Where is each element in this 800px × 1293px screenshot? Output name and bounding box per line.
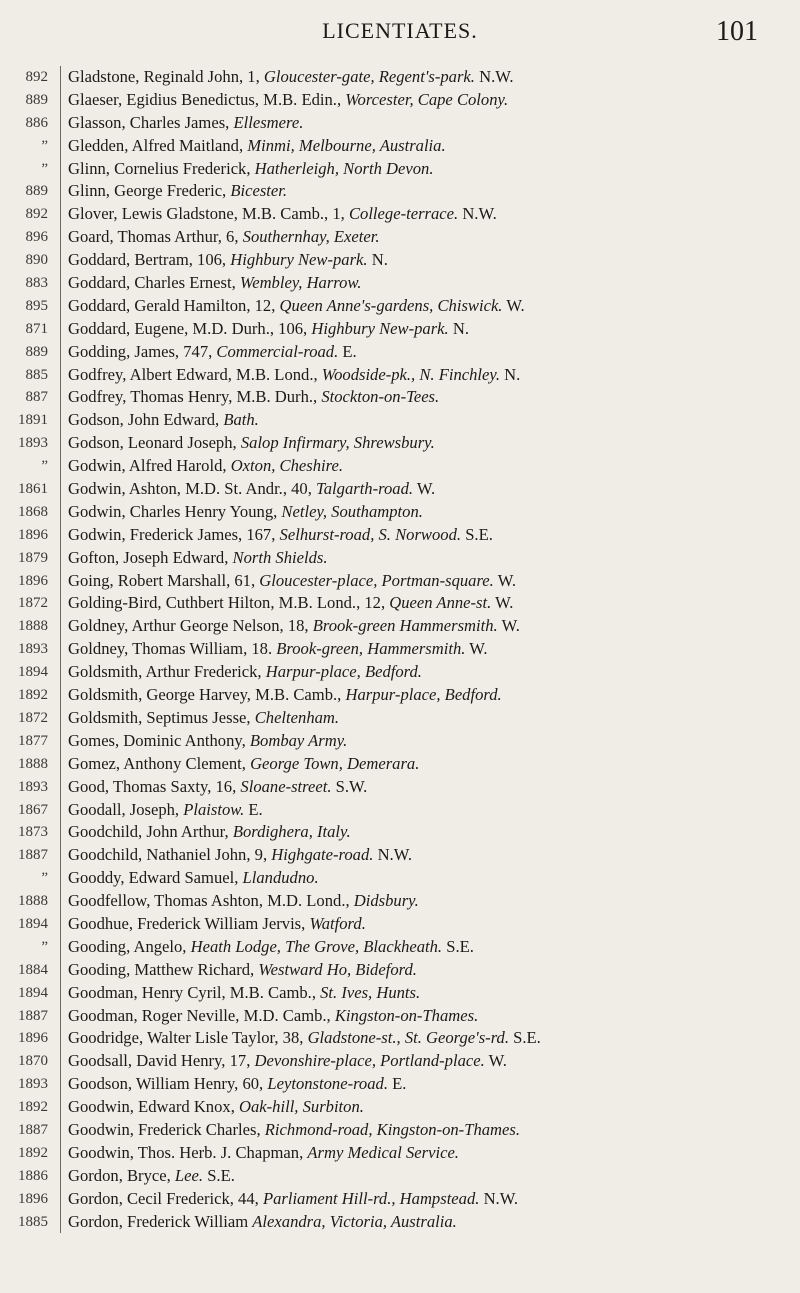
entry-district: W. (497, 570, 516, 590)
entry-name: Goodwin, Thos. Herb. J. Chapman, (68, 1142, 304, 1162)
entry-district: S.E. (207, 1165, 235, 1185)
entry-name: Godfrey, Albert Edward, M.B. Lond., (68, 364, 318, 384)
entry-year: 886 (25, 114, 48, 131)
list-item (0, 684, 800, 707)
entry-name: Godfrey, Thomas Henry, M.B. Durh., (68, 387, 318, 407)
entry-address: Kingston-on-Thames. (334, 1005, 479, 1025)
entry-address: Highgate-road. (271, 845, 374, 865)
list-item (0, 1165, 800, 1188)
list-item (0, 592, 800, 615)
entry-name: Goodchild, John Arthur, (68, 822, 229, 842)
list-item (0, 478, 800, 501)
entry-text (68, 821, 788, 844)
entry-text (68, 1005, 788, 1028)
list-item (0, 615, 800, 638)
entry-name: Goodwin, Edward Knox, (68, 1097, 235, 1117)
entry-address: Wembley, Harrow. (239, 273, 362, 293)
list-item (0, 844, 800, 867)
list-item (0, 432, 800, 455)
entry-address: Minmi, Melbourne, Australia. (247, 135, 446, 155)
entry-address: Salop Infirmary, Shrewsbury. (240, 433, 435, 453)
entry-name: Gooding, Matthew Richard, (68, 959, 255, 979)
entry-address: Bath. (223, 410, 259, 430)
list-item (0, 913, 800, 936)
entry-district: N.W. (377, 845, 412, 865)
entry-text (68, 1050, 788, 1073)
entry-name: Goard, Thomas Arthur, 6, (68, 227, 239, 247)
entry-year: 889 (25, 343, 48, 360)
list-item (0, 1096, 800, 1119)
list-item (0, 1073, 800, 1096)
entry-text (68, 730, 788, 753)
entry-address: Hatherleigh, North Devon. (254, 158, 434, 178)
entry-district: S.E. (465, 524, 493, 544)
entry-text (68, 501, 788, 524)
list-item (0, 1005, 800, 1028)
list-item (0, 1142, 800, 1165)
entry-address: Bordighera, Italy. (232, 822, 351, 842)
entry-address: Queen Anne's-gardens, Chiswick. (279, 295, 503, 315)
entry-year: ” (41, 458, 48, 475)
entry-name: Goddard, Gerald Hamilton, 12, (68, 295, 276, 315)
entry-text (68, 295, 788, 318)
entry-district: N.W. (462, 204, 497, 224)
entry-year: 1894 (18, 664, 48, 681)
entry-address: Brook-green, Hammersmith. (276, 639, 466, 659)
entry-text (68, 753, 788, 776)
entry-year: 1893 (18, 641, 48, 658)
list-item (0, 89, 800, 112)
entry-year: 895 (25, 297, 48, 314)
entry-text (68, 272, 788, 295)
entry-year: 1885 (18, 1213, 48, 1230)
entry-year: 1872 (18, 709, 48, 726)
list-item (0, 1188, 800, 1211)
list-item (0, 409, 800, 432)
entry-year: ” (41, 137, 48, 154)
entry-name: Good, Thomas Saxty, 16, (68, 776, 237, 796)
entry-name: Gooding, Angelo, (68, 936, 187, 956)
entry-text (68, 409, 788, 432)
entry-text (68, 112, 788, 135)
running-title: LICENTIATES. (322, 18, 478, 43)
entry-district: W. (488, 1051, 507, 1071)
entry-district: W. (506, 295, 525, 315)
entry-year: 1887 (18, 847, 48, 864)
entry-year: 1893 (18, 1076, 48, 1093)
entry-name: Goldney, Arthur George Nelson, 18, (68, 616, 309, 636)
entry-text (68, 776, 788, 799)
entry-address: Commercial-road. (216, 341, 339, 361)
entry-year: 892 (25, 206, 48, 223)
entry-district: N. (504, 364, 521, 384)
entry-district: W. (469, 639, 488, 659)
entry-year: 1867 (18, 801, 48, 818)
entry-address: Bicester. (230, 181, 288, 201)
entry-year: 885 (25, 366, 48, 383)
entry-year: ” (41, 870, 48, 887)
entry-address: Oak-hill, Surbiton. (239, 1097, 364, 1117)
entry-name: Goodsall, David Henry, 17, (68, 1051, 251, 1071)
entry-text (68, 1142, 788, 1165)
entry-address: Alexandra, Victoria, Australia. (252, 1211, 457, 1231)
entry-text (68, 661, 788, 684)
list-item (0, 455, 800, 478)
entry-text (68, 1211, 788, 1234)
list-item (0, 66, 800, 89)
entry-name: Golding-Bird, Cuthbert Hilton, M.B. Lond., 12, (68, 593, 386, 613)
entry-text (68, 364, 788, 387)
entry-year: 889 (25, 91, 48, 108)
list-item (0, 318, 800, 341)
entry-text (68, 547, 788, 570)
entry-name: Gordon, Frederick William (68, 1211, 249, 1231)
entry-name: Goddard, Charles Ernest, (68, 273, 236, 293)
entry-district: N. (452, 318, 469, 338)
entry-year: 1888 (18, 618, 48, 635)
entry-name: Gofton, Joseph Edward, (68, 547, 229, 567)
entry-year: ” (41, 160, 48, 177)
entry-address: Bombay Army. (249, 730, 348, 750)
entry-text (68, 341, 788, 364)
entry-text (68, 66, 788, 89)
list-item (0, 272, 800, 295)
entry-district: E. (392, 1074, 407, 1094)
list-item (0, 776, 800, 799)
entry-year: 1892 (18, 1144, 48, 1161)
entry-address: Brook-green Hammersmith. (312, 616, 498, 636)
entry-text (68, 707, 788, 730)
list-item (0, 112, 800, 135)
entry-name: Glinn, Cornelius Frederick, (68, 158, 251, 178)
entry-name: Godson, Leonard Joseph, (68, 433, 237, 453)
list-item (0, 180, 800, 203)
entry-address: George Town, Demerara. (250, 753, 420, 773)
entry-text (68, 1188, 788, 1211)
entry-year: 1896 (18, 1190, 48, 1207)
entry-name: Goodman, Henry Cyril, M.B. Camb., (68, 982, 316, 1002)
entry-name: Goodall, Joseph, (68, 799, 180, 819)
list-item (0, 1119, 800, 1142)
list-item (0, 959, 800, 982)
entry-year: 889 (25, 183, 48, 200)
entry-name: Goddard, Bertram, 106, (68, 250, 227, 270)
entry-text (68, 1073, 788, 1096)
entry-name: Gomes, Dominic Anthony, (68, 730, 246, 750)
entry-district: N.W. (479, 67, 514, 86)
list-item (0, 135, 800, 158)
entry-district: S.E. (513, 1028, 541, 1048)
entry-address: Southernhay, Exeter. (242, 227, 380, 247)
entry-address: Cheltenham. (254, 707, 340, 727)
entries-list (0, 66, 800, 1233)
entry-year: 1896 (18, 526, 48, 543)
entry-address: Netley, Southampton. (281, 501, 423, 521)
entry-name: Goodfellow, Thomas Ashton, M.D. Lond., (68, 891, 350, 911)
entry-name: Goodman, Roger Neville, M.D. Camb., (68, 1005, 331, 1025)
page-number: 101 (716, 16, 758, 47)
entry-address: Selhurst-road, S. Norwood. (279, 524, 462, 544)
entry-text (68, 890, 788, 913)
entry-address: Worcester, Cape Colony. (345, 89, 509, 109)
entry-name: Godwin, Alfred Harold, (68, 456, 227, 476)
entry-district: N. (371, 250, 388, 270)
entry-address: Devonshire-place, Portland-place. (254, 1051, 485, 1071)
entry-year: 892 (25, 69, 48, 85)
entry-address: St. Ives, Hunts. (320, 982, 421, 1002)
entry-text (68, 592, 788, 615)
entry-text (68, 684, 788, 707)
entry-text (68, 135, 788, 158)
list-item (0, 203, 800, 226)
entry-year: 1892 (18, 1099, 48, 1116)
entry-name: Goodhue, Frederick William Jervis, (68, 913, 306, 933)
list-item (0, 890, 800, 913)
entry-text (68, 844, 788, 867)
entry-year: 1888 (18, 755, 48, 772)
entry-address: Stockton-on-Tees. (321, 387, 440, 407)
page-header (0, 16, 800, 50)
entry-year: 1896 (18, 1030, 48, 1047)
entry-address: Highbury New-park. (311, 318, 449, 338)
list-item (0, 386, 800, 409)
entry-year: 1887 (18, 1007, 48, 1024)
list-item (0, 570, 800, 593)
entry-text (68, 203, 788, 226)
entry-text (68, 959, 788, 982)
list-item (0, 364, 800, 387)
entry-name: Goldsmith, Septimus Jesse, (68, 707, 251, 727)
entry-year: 883 (25, 275, 48, 292)
entry-text (68, 89, 788, 112)
entry-text (68, 226, 788, 249)
entry-address: Highbury New-park. (230, 250, 368, 270)
entry-text (68, 1165, 788, 1188)
entry-year: 871 (25, 320, 48, 337)
entry-address: Parliament Hill-rd., Hampstead. (262, 1188, 480, 1208)
entry-district: E. (248, 799, 263, 819)
entry-text (68, 1027, 788, 1050)
entry-address: Watford. (309, 913, 366, 933)
entry-text (68, 1096, 788, 1119)
entry-name: Glover, Lewis Gladstone, M.B. Camb., 1, (68, 204, 345, 224)
entry-address: Harpur-place, Bedford. (345, 685, 502, 705)
entry-year: ” (41, 938, 48, 955)
entry-address: Leytonstone-road. (267, 1074, 388, 1094)
list-item (0, 547, 800, 570)
entry-year: 1879 (18, 549, 48, 566)
list-item (0, 661, 800, 684)
entry-address: Queen Anne-st. (389, 593, 492, 613)
entry-name: Goldsmith, Arthur Frederick, (68, 662, 262, 682)
list-item (0, 730, 800, 753)
entry-year: 1888 (18, 893, 48, 910)
entry-name: Goldsmith, George Harvey, M.B. Camb., (68, 685, 342, 705)
entry-text (68, 158, 788, 181)
list-item (0, 1027, 800, 1050)
list-item (0, 1050, 800, 1073)
list-item (0, 638, 800, 661)
entry-text (68, 615, 788, 638)
entry-year: 1870 (18, 1053, 48, 1070)
list-item (0, 249, 800, 272)
entry-name: Godwin, Frederick James, 167, (68, 524, 276, 544)
entry-year: 887 (25, 389, 48, 406)
entry-address: Gloucester-gate, Regent's-park. (263, 67, 475, 86)
entry-name: Going, Robert Marshall, 61, (68, 570, 256, 590)
entry-text (68, 180, 788, 203)
entry-district: W. (501, 616, 520, 636)
entry-name: Gomez, Anthony Clement, (68, 753, 246, 773)
entry-name: Gordon, Cecil Frederick, 44, (68, 1188, 259, 1208)
list-item (0, 753, 800, 776)
list-item (0, 867, 800, 890)
entry-address: Woodside-pk., N. Finchley. (321, 364, 500, 384)
entry-address: Ellesmere. (233, 112, 304, 132)
entry-name: Gladstone, Reginald John, 1, (68, 67, 260, 86)
entry-name: Goodridge, Walter Lisle Taylor, 38, (68, 1028, 304, 1048)
entry-address: Didsbury. (353, 891, 419, 911)
entry-name: Godwin, Ashton, M.D. St. Andr., 40, (68, 479, 312, 499)
entry-text (68, 386, 788, 409)
entry-district: W. (495, 593, 514, 613)
entry-address: Plaistow. (183, 799, 245, 819)
list-item (0, 295, 800, 318)
entry-district: E. (342, 341, 357, 361)
entry-address: College-terrace. (348, 204, 459, 224)
entry-address: Sloane-street. (240, 776, 332, 796)
entry-text (68, 867, 788, 890)
list-item (0, 501, 800, 524)
entry-address: Richmond-road, Kingston-on-Thames. (264, 1119, 520, 1139)
entry-name: Godson, John Edward, (68, 410, 220, 430)
entry-name: Goodson, William Henry, 60, (68, 1074, 264, 1094)
entry-address: Talgarth-road. (316, 479, 414, 499)
list-item (0, 982, 800, 1005)
entry-address: Army Medical Service. (307, 1142, 459, 1162)
entry-text (68, 478, 788, 501)
entry-name: Godding, James, 747, (68, 341, 213, 361)
entry-name: Godwin, Charles Henry Young, (68, 501, 278, 521)
entry-text (68, 913, 788, 936)
entry-district: W. (416, 479, 436, 499)
entry-district: S.W. (335, 776, 368, 796)
entry-name: Goodwin, Frederick Charles, (68, 1119, 261, 1139)
entry-name: Goodchild, Nathaniel John, 9, (68, 845, 268, 865)
entry-name: Gordon, Bryce, (68, 1165, 171, 1185)
entry-year: 1884 (18, 961, 48, 978)
entry-year: 1872 (18, 595, 48, 612)
entry-year: 1894 (18, 915, 48, 932)
entry-text (68, 432, 788, 455)
entry-address: Oxton, Cheshire. (230, 456, 344, 476)
entry-year: 1896 (18, 572, 48, 589)
entry-address: North Shields. (232, 547, 328, 567)
entry-year: 1877 (18, 732, 48, 749)
entry-text (68, 318, 788, 341)
entry-name: Gooddy, Edward Samuel, (68, 868, 239, 888)
entry-address: Lee. (174, 1165, 204, 1185)
entry-year: 1892 (18, 687, 48, 704)
entry-name: Glinn, George Frederic, (68, 181, 227, 201)
list-item (0, 1211, 800, 1234)
entry-district: S.E. (446, 936, 474, 956)
entry-address: Gloucester-place, Portman-square. (259, 570, 494, 590)
entry-year: 1886 (18, 1167, 48, 1184)
entry-district: N.W. (483, 1188, 518, 1208)
entry-name: Goldney, Thomas William, 18. (68, 639, 273, 659)
entry-year: 1893 (18, 778, 48, 795)
entry-year: 1873 (18, 824, 48, 841)
entry-year: 896 (25, 229, 48, 246)
list-item (0, 341, 800, 364)
entry-text (68, 982, 788, 1005)
list-item (0, 936, 800, 959)
entry-name: Glasson, Charles James, (68, 112, 230, 132)
entry-text (68, 249, 788, 272)
entry-text (68, 1119, 788, 1142)
entry-name: Gledden, Alfred Maitland, (68, 135, 244, 155)
entry-address: Harpur-place, Bedford. (265, 662, 422, 682)
entry-year: 1868 (18, 503, 48, 520)
list-item (0, 799, 800, 822)
entry-year: 1861 (18, 481, 48, 498)
list-item (0, 707, 800, 730)
entry-text (68, 524, 788, 547)
entry-year: 1891 (18, 412, 48, 429)
entry-text (68, 799, 788, 822)
entry-text (68, 570, 788, 593)
entry-text (68, 638, 788, 661)
entry-address: Gladstone-st., St. George's-rd. (307, 1028, 509, 1048)
entry-text (68, 936, 788, 959)
entry-year: 1887 (18, 1121, 48, 1138)
list-item (0, 226, 800, 249)
entry-year: 1894 (18, 984, 48, 1001)
list-item (0, 821, 800, 844)
list-item (0, 524, 800, 547)
entry-address: Llandudno. (242, 868, 319, 888)
entry-name: Glaeser, Egidius Benedictus, M.B. Edin., (68, 89, 342, 109)
entry-text (68, 455, 788, 478)
entry-address: Westward Ho, Bideford. (258, 959, 417, 979)
list-item (0, 158, 800, 181)
entry-year: 1893 (18, 435, 48, 452)
entry-address: Heath Lodge, The Grove, Blackheath. (190, 936, 443, 956)
entry-year: 890 (25, 252, 48, 269)
entry-name: Goddard, Eugene, M.D. Durh., 106, (68, 318, 308, 338)
